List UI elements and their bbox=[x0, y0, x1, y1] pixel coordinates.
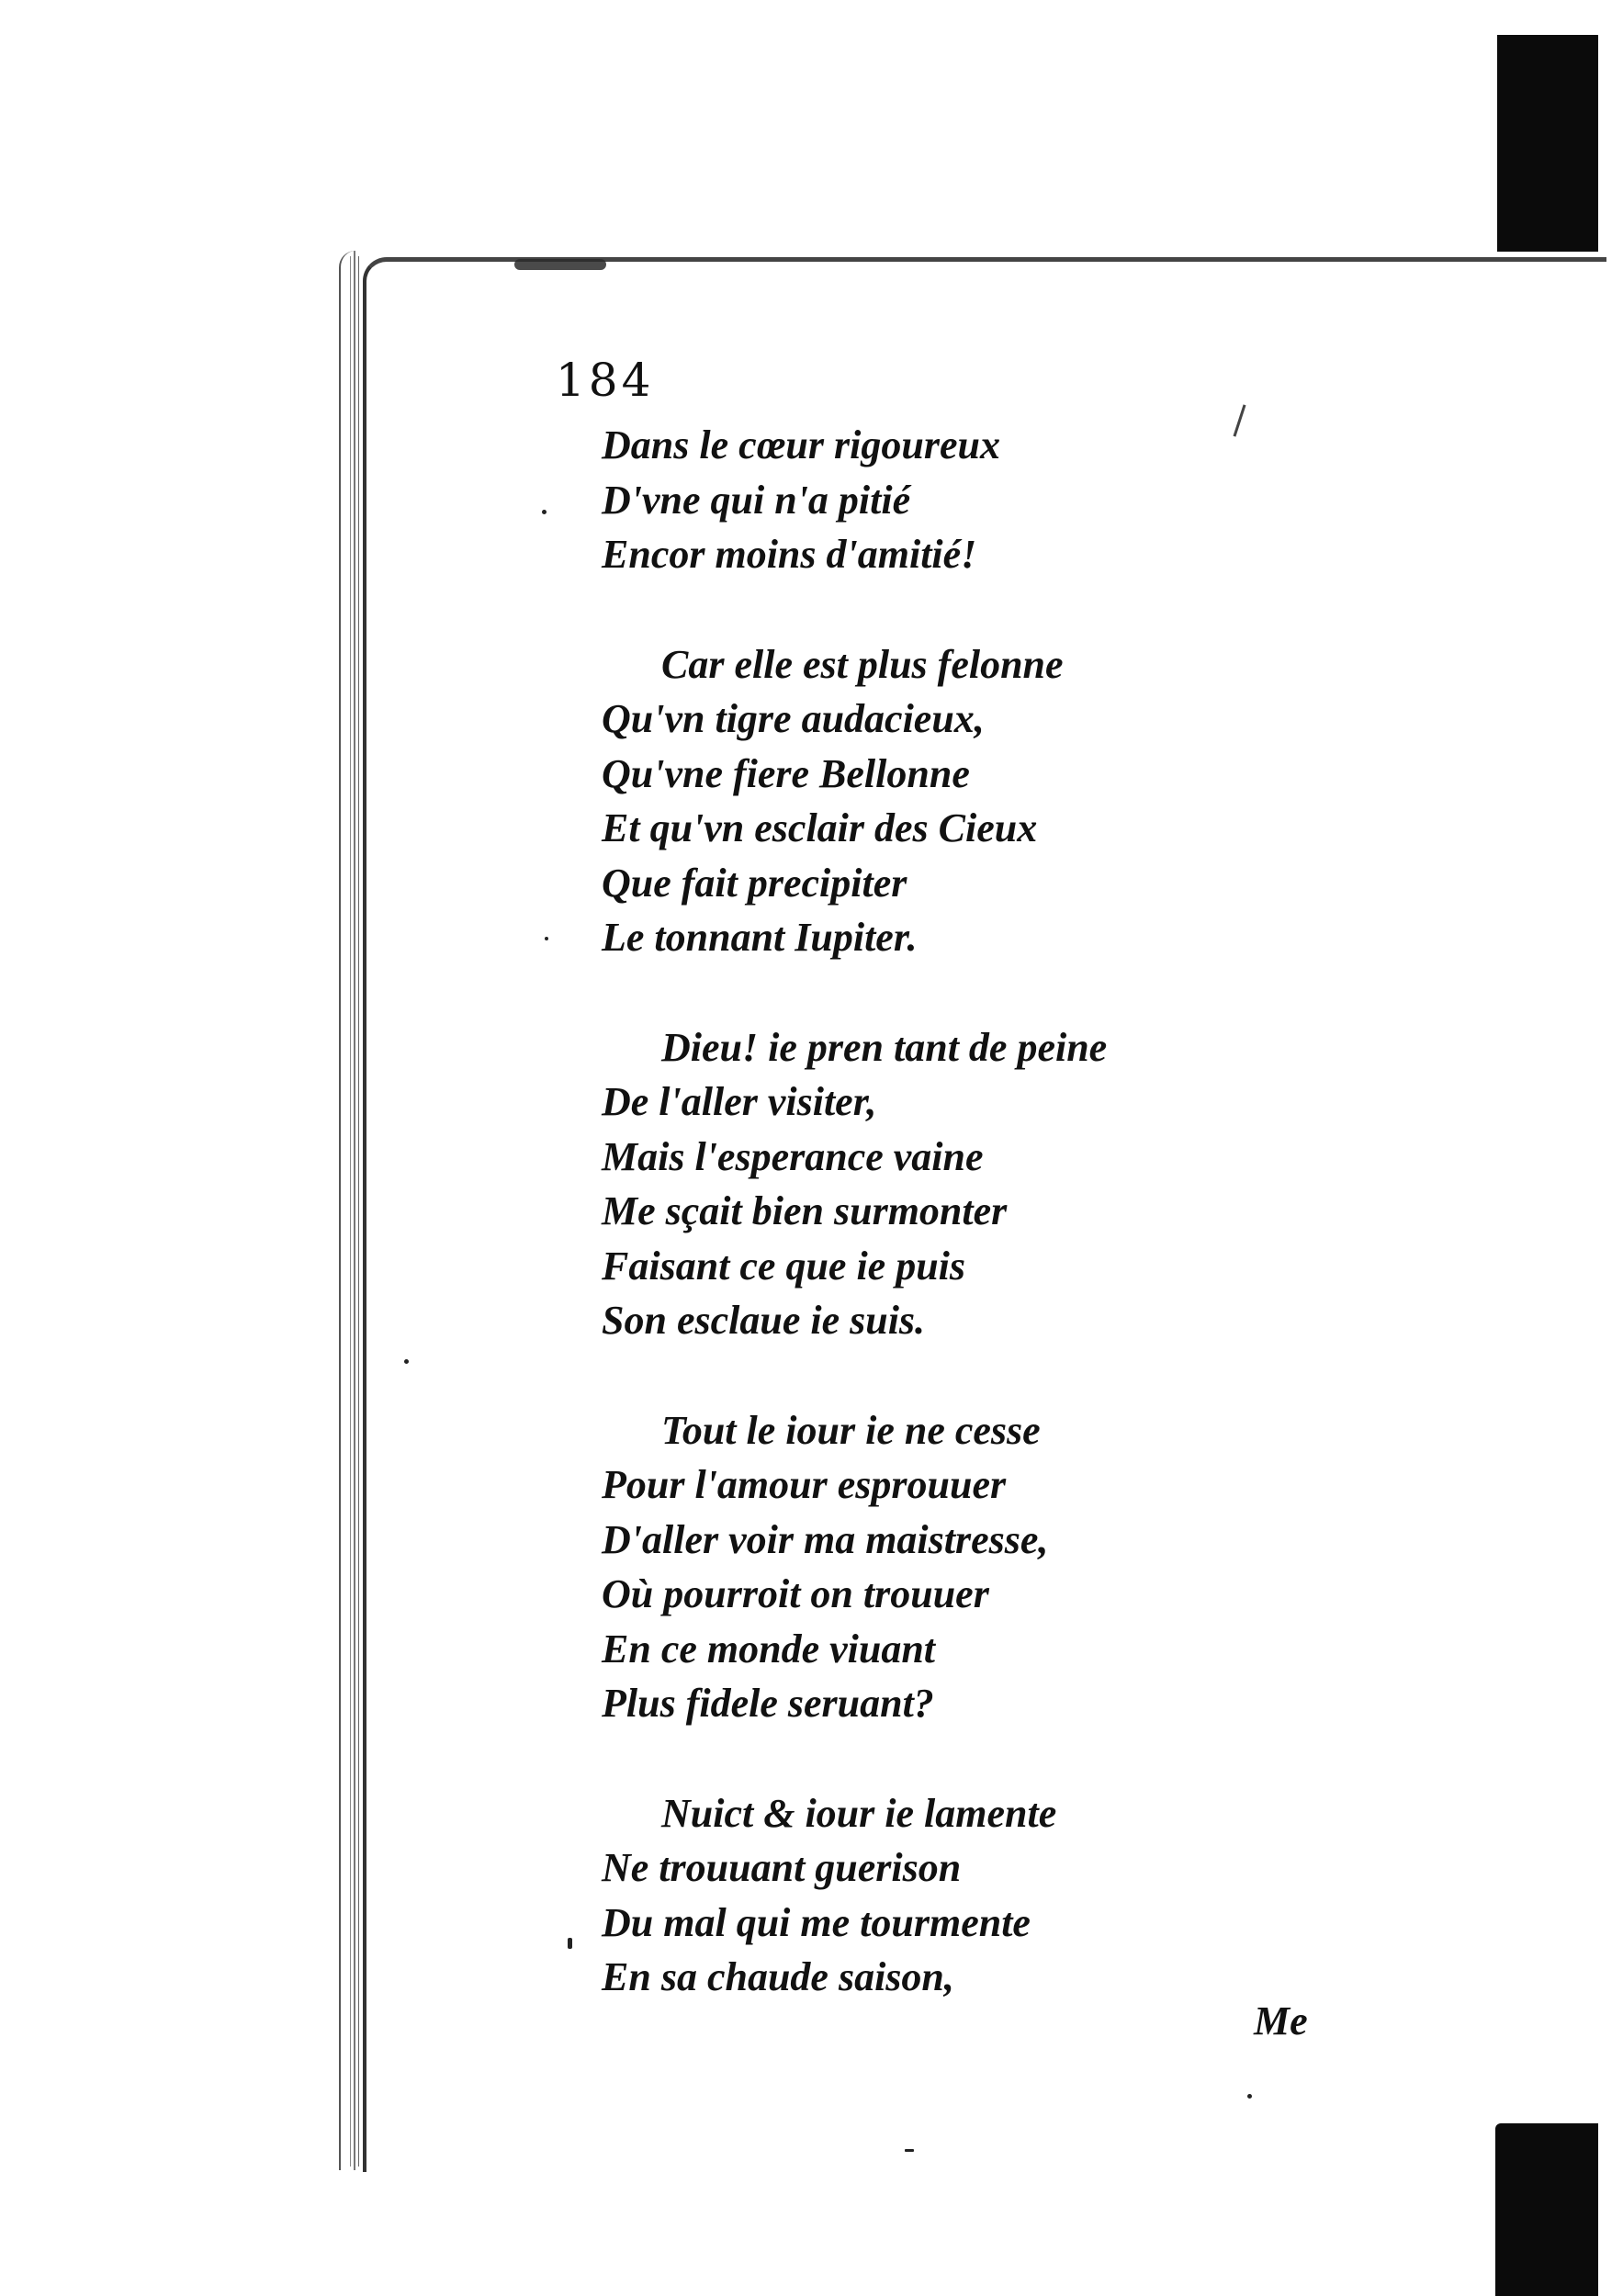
ink-smudge bbox=[514, 259, 606, 270]
verse-line: Faisant ce que ie puis bbox=[602, 1243, 966, 1289]
catchword: Me bbox=[1254, 1998, 1308, 2043]
verse-line: Ne trouuant guerison bbox=[602, 1845, 962, 1890]
verse-line: D'aller voir ma maistresse, bbox=[602, 1516, 1049, 1562]
verse-line: En sa chaude saison, bbox=[602, 1954, 954, 1999]
verse-line: Nuict & iour ie lamente bbox=[661, 1790, 1057, 1836]
ink-speck bbox=[542, 510, 547, 514]
verse-line: Qu'vne fiere Bellonne bbox=[602, 750, 970, 796]
verse-line: Et qu'vn esclair des Cieux bbox=[602, 805, 1038, 850]
page-number: 184 bbox=[556, 354, 655, 407]
verse-line: Mais l'esperance vaine bbox=[602, 1133, 984, 1179]
ink-speck bbox=[404, 1359, 409, 1364]
verse-line: De l'aller visiter, bbox=[602, 1079, 877, 1124]
verse-line: Dieu! ie pren tant de peine bbox=[661, 1024, 1108, 1070]
poem-text bbox=[602, 418, 1107, 2060]
verse-line: Tout le iour ie ne cesse bbox=[661, 1407, 1041, 1453]
ink-speck bbox=[568, 1938, 572, 1949]
ink-speck bbox=[905, 2149, 914, 2152]
ink-speck bbox=[545, 937, 548, 940]
stanza bbox=[602, 1403, 1107, 1731]
verse-line: D'vne qui n'a pitié bbox=[602, 477, 911, 523]
scanner-edge-top bbox=[1497, 35, 1598, 252]
stanza bbox=[602, 418, 1107, 582]
verse-line: Me sçait bien surmonter bbox=[602, 1188, 1008, 1233]
verse-line: Encor moins d'amitié! bbox=[602, 532, 977, 577]
verse-line: Que fait precipiter bbox=[602, 860, 907, 906]
verse-line: Plus fidele seruant? bbox=[602, 1681, 934, 1726]
verse-line: Le tonnant Iupiter. bbox=[602, 915, 918, 960]
stanza bbox=[602, 1786, 1107, 2005]
stanza bbox=[602, 1020, 1107, 1348]
ink-speck bbox=[1247, 2094, 1252, 2099]
verse-line: Où pourroit on trouuer bbox=[602, 1571, 989, 1616]
verse-line: Car elle est plus felonne bbox=[661, 641, 1064, 687]
verse-line: Du mal qui me tourmente bbox=[602, 1899, 1031, 1945]
verse-line: Qu'vn tigre audacieux, bbox=[602, 696, 985, 741]
verse-line: En ce monde viuant bbox=[602, 1626, 936, 1671]
verse-line: Dans le cœur rigoureux bbox=[602, 422, 1000, 467]
verse-line: Son esclaue ie suis. bbox=[602, 1298, 926, 1343]
verse-line: Pour l'amour esprouuer bbox=[602, 1462, 1007, 1507]
stanza bbox=[602, 637, 1107, 965]
